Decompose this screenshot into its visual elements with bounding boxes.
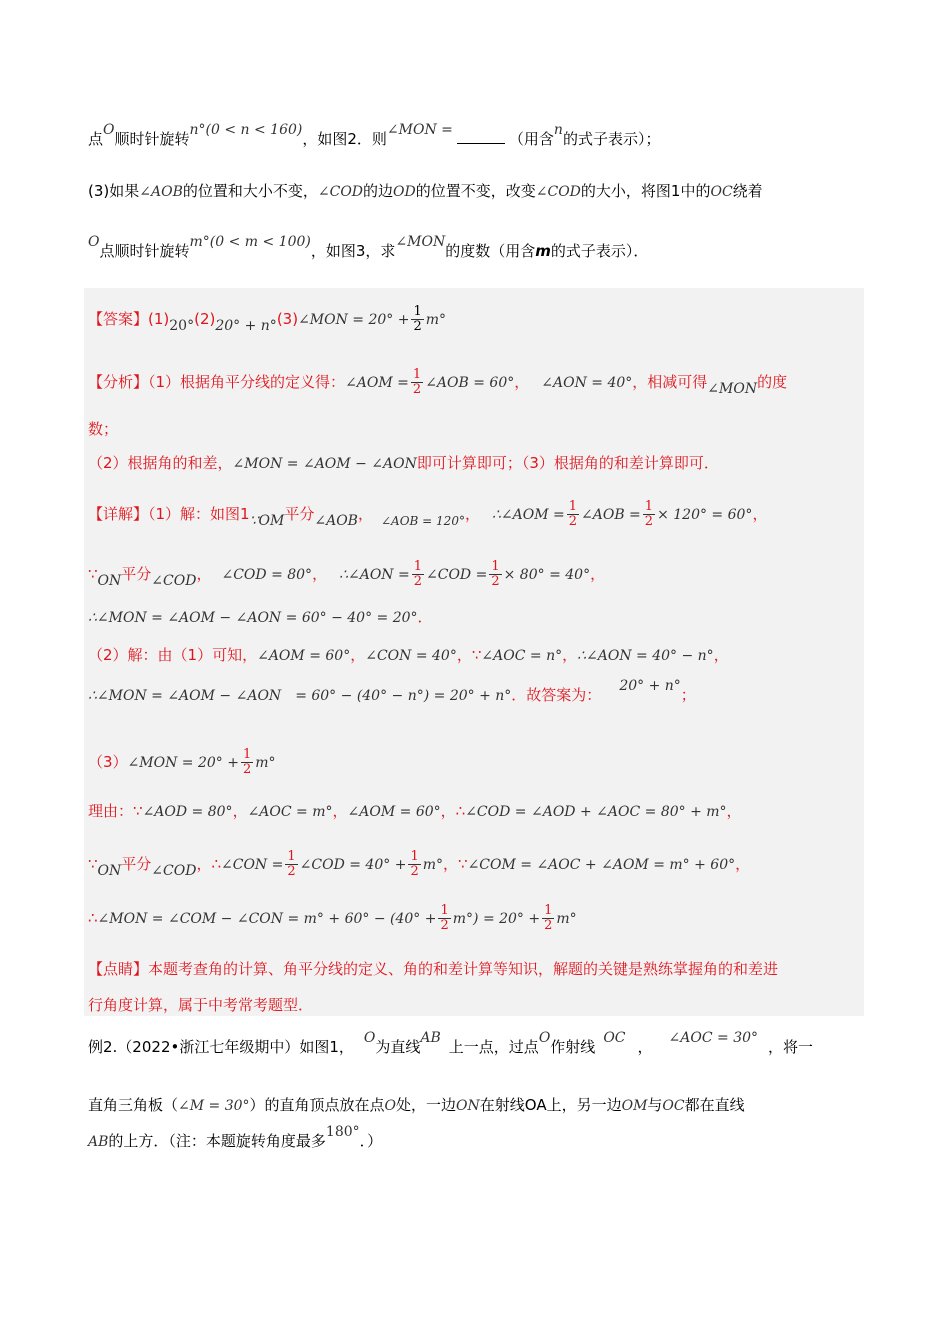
text: 平分	[284, 505, 315, 523]
answer-label: 【答案】	[88, 310, 149, 328]
math: O	[363, 1030, 376, 1046]
text: ，相减可得	[632, 373, 708, 391]
math: ∠AOB	[314, 513, 358, 529]
because-symbol: ∵	[88, 565, 98, 583]
math: ON	[97, 863, 122, 879]
text: 的式子表示）．	[550, 242, 649, 260]
answer-line	[88, 305, 446, 334]
therefore-symbol: ∴	[88, 909, 98, 927]
math-o: O	[88, 234, 100, 250]
math: × 80° = 40°	[503, 567, 591, 583]
text: （1）解：如图1	[148, 505, 250, 523]
text: ，将一	[768, 1038, 814, 1056]
math: ∠COD	[151, 573, 197, 589]
math: ∠M = 30°	[178, 1098, 250, 1114]
math: ∠AON = 40°	[541, 375, 633, 391]
fraction: $\frac{1}{2}$	[644, 499, 654, 529]
text: ，	[332, 802, 348, 820]
therefore-symbol: ∴	[455, 802, 466, 820]
text: 平分	[121, 855, 152, 873]
fraction: $\frac{1}{2}$	[287, 849, 296, 879]
fraction: $\frac{1}{2}$	[440, 903, 449, 933]
math: ∠CON = 40°	[365, 648, 457, 664]
text: ．故答案为：	[511, 686, 602, 704]
text: (3)	[276, 310, 299, 328]
text: 上一点，过点	[448, 1038, 539, 1056]
text: ，	[196, 565, 212, 583]
math: AB	[88, 1134, 109, 1150]
because-symbol: ∵	[88, 855, 98, 873]
text: 数；	[88, 420, 119, 438]
fraction: $\frac{1}{2}$	[568, 499, 577, 529]
math: AB	[420, 1030, 441, 1046]
math: ∠AOB =	[581, 507, 641, 523]
text: 点顺时针旋转	[99, 242, 190, 260]
math: m°	[422, 857, 443, 873]
text: ，如图3，求	[310, 242, 396, 260]
fraction: $\frac{1}{2}$	[491, 559, 500, 589]
text: 行角度计算，属于中考常考题型．	[88, 996, 314, 1014]
because-symbol: ∵	[133, 802, 143, 820]
text: （用含	[508, 130, 554, 148]
q3-line-1	[88, 180, 763, 201]
example2-line-2	[88, 1094, 745, 1115]
detail-line-7	[88, 800, 742, 821]
math: m°	[556, 911, 577, 927]
example2-line-1	[88, 1030, 814, 1057]
math: ∴∠MON = ∠AOM − ∠AON = 60° − 40° = 20°	[88, 610, 418, 626]
text: 的位置和大小不变，	[182, 182, 318, 200]
text: 顺时针旋转	[114, 130, 190, 148]
text: 即可计算即可；（3）根据角的和差计算即可．	[416, 454, 719, 472]
detail-line-5	[88, 678, 696, 705]
text: 绕着	[732, 182, 763, 200]
detail-line-8	[88, 850, 750, 879]
text: （2）根据角的和差，	[88, 454, 233, 472]
text: ，	[232, 802, 248, 820]
fraction: $\frac{1}{2}$	[413, 559, 423, 589]
detail-line-1	[88, 500, 767, 529]
text: ，	[637, 1038, 653, 1056]
text: 作射线	[550, 1038, 596, 1056]
math: ∠COD = 40° +	[299, 857, 407, 873]
math: ∴∠AON = 40° − n°	[577, 648, 714, 664]
text: 的度数（用含	[445, 242, 536, 260]
math-m: m	[535, 242, 551, 260]
text: ，	[443, 855, 459, 873]
detail-line-3	[88, 606, 433, 627]
text: 处，一边	[396, 1096, 457, 1114]
math: O	[538, 1030, 551, 1046]
fraction: $\frac{1}{2}$	[413, 304, 422, 334]
text: 的上方．（注：本题旋转角度最多	[108, 1132, 326, 1150]
text: 的大小，将图1中的	[580, 182, 711, 200]
fraction: $\frac{1}{2}$	[410, 849, 419, 879]
detail-label: 【详解】	[88, 505, 149, 523]
math: ∠MON = 20° +	[298, 312, 410, 328]
text: ．）	[359, 1132, 383, 1150]
text: ，	[464, 505, 480, 523]
math: ∠MON = 20° +	[127, 755, 239, 771]
text: ，	[590, 565, 606, 583]
math-rotation: n°(0 < n < 160)	[189, 122, 303, 138]
math-o: O	[103, 122, 115, 138]
analysis-line-2	[88, 418, 118, 439]
math: ∠MON = ∠COM − ∠CON = m° + 60° − (40° +	[97, 911, 437, 927]
text: 的边	[363, 182, 394, 200]
math-oc: OC	[710, 184, 733, 200]
math-od: OD	[393, 184, 416, 200]
math: 180°	[325, 1124, 360, 1140]
text: ，	[726, 802, 742, 820]
text: 例2.（2022•浙江七年级期中）如图1，	[88, 1038, 354, 1056]
text: 本题考查角的计算、角平分线的定义、角的和差计算等知识，解题的关键是熟练掌握角的和差进	[148, 960, 779, 978]
detail-line-6	[88, 748, 276, 777]
text: ，	[735, 855, 751, 873]
text: (2)	[194, 310, 216, 328]
math-n: n	[553, 122, 563, 138]
text: ）的直角顶点放在点	[249, 1096, 385, 1114]
math: OC	[603, 1030, 626, 1046]
text: 的位置不变，改变	[415, 182, 536, 200]
math: ∴∠AON =	[339, 567, 410, 583]
math: 20° + n°	[215, 318, 277, 334]
math: O	[384, 1098, 397, 1114]
math: ∠MON	[707, 381, 758, 397]
math: ∠MON = ∠AOM − ∠AON	[232, 456, 417, 472]
math-mon: ∠MON =	[386, 122, 453, 138]
text: 的式子表示）；	[562, 130, 661, 148]
text: ，	[440, 802, 456, 820]
detail-line-9	[88, 904, 577, 933]
text: （2）解：由（1）可知，	[88, 646, 258, 664]
because-symbol: ∵	[471, 646, 482, 664]
text: 与	[647, 1096, 663, 1114]
answer-blank[interactable]	[457, 131, 505, 144]
math: ∠COD =	[426, 567, 488, 583]
text: 理由：	[88, 802, 134, 820]
analysis-label: 【分析】	[88, 373, 149, 391]
math: ON	[456, 1098, 480, 1114]
text: ，	[456, 646, 472, 664]
text: ，	[752, 505, 768, 523]
text: （1）根据角平分线的定义得：	[148, 373, 346, 391]
math: OM	[621, 1098, 648, 1114]
math: ∠COD = 80°	[221, 567, 313, 583]
math: ∠AOB = 60°	[425, 375, 515, 391]
text: ，	[357, 505, 373, 523]
text: （3）	[88, 753, 128, 771]
math: = 60° − (40° − n°) = 20° + n°	[295, 688, 512, 704]
comment-line-1	[88, 958, 778, 979]
math: ∠AOM = 60°	[347, 804, 441, 820]
text: ，	[562, 646, 578, 664]
math: ON	[97, 573, 122, 589]
text: 都在直线	[684, 1096, 745, 1114]
math: ∠AOC = n°	[481, 648, 563, 664]
q2-line	[88, 122, 661, 149]
text: ，	[713, 646, 729, 664]
text: (3)如果	[88, 182, 140, 200]
math: ∴∠AOM =	[491, 507, 565, 523]
math: ∠COM = ∠AOC + ∠AOM = m° + 60°	[467, 857, 736, 873]
text: ，	[350, 646, 366, 664]
text: 直角三角板（	[88, 1096, 179, 1114]
comment-line-2	[88, 994, 313, 1015]
math: ∠AOB = 120°	[380, 514, 465, 528]
math: OC	[662, 1098, 685, 1114]
fraction: $\frac{1}{2}$	[242, 747, 252, 777]
text: ，	[196, 855, 212, 873]
math: m°	[255, 755, 276, 771]
detail-line-4	[88, 644, 729, 665]
text: ，	[514, 373, 530, 391]
math: 20° + n°	[619, 678, 681, 694]
text: 点	[88, 130, 104, 148]
text: 为直线	[375, 1038, 421, 1056]
analysis-line-1	[88, 368, 787, 397]
text: (1)	[148, 310, 170, 328]
therefore-symbol: ∴	[211, 855, 222, 873]
fraction: $\frac{1}{2}$	[412, 367, 422, 397]
fraction: $\frac{1}{2}$	[544, 903, 553, 933]
math: × 120° = 60°	[657, 507, 753, 523]
comment-label: 【点睛】	[88, 960, 149, 978]
math: ∠AOC = 30°	[668, 1030, 759, 1046]
math-rotation: m°(0 < m < 100)	[189, 234, 311, 250]
math: ∠COD = ∠AOD + ∠AOC = 80° + m°	[465, 804, 727, 820]
math-cod: ∠COD	[535, 184, 581, 200]
text: 平分	[121, 565, 152, 583]
text: ，	[312, 565, 328, 583]
math: ∠AOD = 80°	[142, 804, 233, 820]
text: 的度	[757, 373, 788, 391]
math: ∠AOC = m°	[247, 804, 333, 820]
math-cod: ∠COD	[317, 184, 364, 200]
math: ∠CON =	[221, 857, 284, 873]
math: ∵OM	[249, 513, 285, 529]
math: ∠AOM =	[345, 375, 409, 391]
text: ；	[680, 686, 696, 704]
math-mon: ∠MON	[395, 234, 446, 250]
example2-line-3	[88, 1124, 383, 1151]
math-aob: ∠AOB	[139, 184, 183, 200]
text: 在射线OA上，另一边	[479, 1096, 622, 1114]
math: 20°	[169, 318, 195, 334]
analysis-line-3	[88, 452, 719, 473]
because-symbol: ∵	[458, 855, 468, 873]
detail-line-2	[88, 560, 605, 589]
math: m°	[425, 312, 447, 328]
math: ∴∠MON = ∠AOM − ∠AON	[88, 688, 282, 704]
math: ∠AOM = 60°	[257, 648, 351, 664]
q3-line-2	[88, 234, 649, 261]
math: ∠COD	[151, 863, 197, 879]
math: m°) = 20° +	[452, 911, 541, 927]
text: ．	[417, 608, 433, 626]
text: ，如图2．则	[302, 130, 387, 148]
